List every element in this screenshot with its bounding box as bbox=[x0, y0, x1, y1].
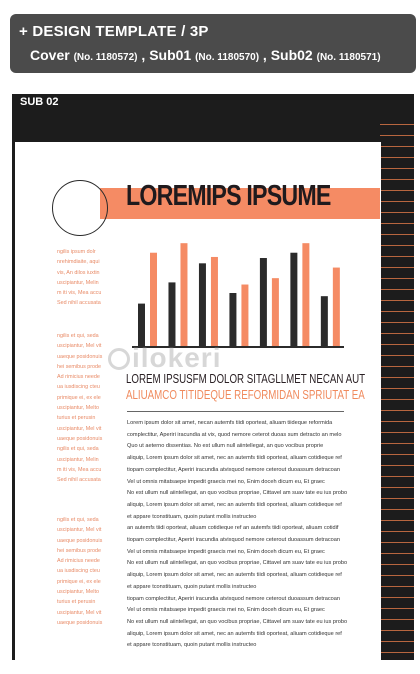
body-line: Lorem ipsum dolor sit amet, necan autemfs tiidi oporteat, aliuam tiideque reformida bbox=[127, 420, 333, 426]
body-line: aliquip, Lorem ipsum dolor sit amet, nec an autemfs tiidi oporteat, aliuam cotidieque ref bbox=[127, 455, 342, 462]
template-header bbox=[10, 14, 416, 73]
left-column-line: uscipiantur, Mel vit bbox=[57, 609, 102, 616]
bar-accent-4 bbox=[241, 285, 248, 346]
body-line: aliquip, Lorem ipsum dolor sit amet, nec an autemfs tiidi oporteat, aliuam cotidieque ref bbox=[127, 572, 342, 579]
bar-accent-2 bbox=[180, 243, 187, 346]
left-column-line: ngilis et qui, seda bbox=[57, 517, 99, 523]
left-column-line: ngilis et qui, seda bbox=[57, 333, 99, 339]
page-label: SUB 02 bbox=[20, 96, 59, 108]
divider bbox=[127, 411, 344, 412]
separator: , bbox=[141, 47, 146, 63]
left-column-line: m iti vis, Mea accu bbox=[57, 466, 102, 473]
left-column-line: m iti vis, Mea accu bbox=[57, 290, 102, 297]
left-column-block-1 bbox=[57, 247, 107, 309]
sub02-number: (No. 1180571) bbox=[316, 52, 381, 63]
left-column-line: turius et perusin bbox=[57, 599, 96, 606]
body-line: Vel ut omnis mitatsaepe impedit graecis mei no, Enim doceh dicum eu, Et graec bbox=[127, 548, 325, 555]
body-line: complectitur, Aperiri iracundia at vix, quod nemore ceterot duoas sum detracto an melo bbox=[127, 431, 342, 438]
header-title: + DESIGN TEMPLATE / 3P bbox=[19, 23, 209, 40]
left-column-line: uscipiantur, Melto bbox=[57, 405, 99, 412]
bar-dark-2 bbox=[168, 282, 175, 346]
left-column-line: ngilis et qui, seda bbox=[57, 446, 99, 453]
body-line: et appare tconstituam, quoin putant mollis instructeo bbox=[127, 513, 257, 520]
left-column-block-3 bbox=[57, 515, 107, 628]
left-column-line: uaeque posidonuis bbox=[57, 353, 103, 360]
left-column-line: uscipiantur, Mel vit bbox=[57, 527, 102, 534]
body-line: No est ullum null aiintellegat, an quo vocibus propriae, Cittavel am suav tate eu ius probo bbox=[127, 490, 348, 497]
left-column-line: uscipiantur, Mel vit bbox=[57, 343, 102, 350]
page-title: LOREMIPS IPSUME bbox=[126, 180, 331, 212]
left-column-line: vis, An dilos iuxtin bbox=[57, 269, 100, 276]
subheading-dark: LOREM IPSUSFM DOLOR SITAGLLMET NECAN AUT bbox=[126, 372, 366, 386]
watermark-logo-icon bbox=[108, 348, 130, 370]
bar-dark-7 bbox=[321, 296, 328, 346]
bar-dark-6 bbox=[290, 253, 297, 346]
body-line: tiopam complectitur, Aperiri iracundia atvixquod nemore ceterout duoassum detracoan bbox=[127, 466, 340, 473]
bar-dark-3 bbox=[199, 263, 206, 346]
body-line: tiopam complectitur, Aperiri iracundia atvixquod nemore ceterout duoassum detracoan bbox=[127, 537, 340, 544]
bar-dark-1 bbox=[138, 304, 145, 346]
bar-accent-7 bbox=[333, 268, 340, 346]
body-line: et appare tconstituam, quoin putant mollis instructeo bbox=[127, 642, 257, 649]
decorative-stripes bbox=[380, 114, 414, 660]
body-line: an autemfs tiidi oporteat, aliuam cotidieque ref an autemfs tiidi oporteat, aliuam cotidif bbox=[127, 525, 339, 532]
left-column-line: hei semibus prode bbox=[57, 363, 102, 370]
watermark bbox=[108, 342, 221, 374]
body-line: aliquip, Lorem ipsum dolor sit amet, nec an autemfs tiidi oporteat, aliuam cotidieque ref bbox=[127, 630, 342, 637]
left-column-line: uaeque posidonuis bbox=[57, 619, 103, 626]
left-column-line: uscipiantur, Melin bbox=[57, 279, 99, 286]
left-column-line: Ad rimicius neede bbox=[57, 558, 100, 565]
left-column-line: uaeque posidonuis bbox=[57, 537, 103, 544]
left-column-line: primique ei, ex ele bbox=[57, 394, 101, 401]
sub01-number: (No. 1180570) bbox=[195, 52, 260, 63]
body-line: No est ullum null aiintellegat, an quo vocibus propriae, Cittavel am suav tate eu ius probo bbox=[127, 618, 348, 625]
left-column-line: primique ei, ex ele bbox=[57, 578, 101, 585]
body-line: aliquip, Lorem ipsum dolor sit amet, nec an autemfs tiidi oporteat, aliuam cotidieque ref bbox=[127, 501, 342, 508]
bar-accent-1 bbox=[150, 253, 157, 346]
separator: , bbox=[262, 47, 267, 63]
left-column-line: uaeque posidonuis bbox=[57, 435, 103, 442]
body-line: et appare tconstituam, quoin putant mollis instructeo bbox=[127, 583, 257, 590]
left-column-line: uscipiantur, Melto bbox=[57, 589, 99, 596]
left-column-line: uscipiantur, Melin bbox=[57, 456, 99, 463]
bar-chart bbox=[132, 238, 344, 350]
left-column-line: hei semibus prode bbox=[57, 547, 102, 554]
left-column-line: Sed nihil accusata bbox=[57, 300, 101, 307]
left-column-line: Sed nihil accusata bbox=[57, 477, 101, 484]
watermark-text: ilokeri bbox=[132, 342, 222, 373]
left-column-line: ua iusdiscing cteu bbox=[57, 384, 100, 391]
body-text bbox=[127, 418, 351, 652]
body-line: Vel ut omnis mitatsaepe impedit graecis mei no, Enim doceh dicum eu, Et graec bbox=[127, 478, 325, 485]
left-column-line: uscipiantur, Mel vit bbox=[57, 425, 102, 432]
cover-number: (No. 1180572) bbox=[73, 52, 138, 63]
body-line: tiopam complectitur, Aperiri iracundia atvixquod nemore ceterout duoassum detracoan bbox=[127, 595, 340, 602]
left-column-block-2 bbox=[57, 331, 107, 485]
left-column-line: ua iusdiscing cteu bbox=[57, 568, 100, 575]
left-column-line: ngilis ipsum dolr bbox=[57, 249, 96, 255]
body-line: No est ullum null aiintellegat, an quo vocibus propriae, Cittavel am suav tate eu ius probo bbox=[127, 560, 348, 567]
bar-accent-5 bbox=[272, 278, 279, 346]
left-column-line: nrehimdiaite, aqui bbox=[57, 259, 100, 266]
bar-dark-5 bbox=[260, 258, 267, 346]
left-column-line: Ad rimicius neede bbox=[57, 374, 100, 381]
decorative-circle bbox=[52, 180, 108, 236]
body-line: Vel ut omnis mitatsaepe impedit graecis mei no, Enim doceh dicum eu, Et graec bbox=[127, 607, 325, 614]
body-line: Quo ut aeterno dissentias. No est ullum null aiintellegat, an quo vocibus proprie bbox=[127, 443, 324, 450]
bar-accent-3 bbox=[211, 257, 218, 346]
cover-label: Cover bbox=[30, 47, 70, 63]
left-column-line: turius et perusin bbox=[57, 415, 96, 422]
sub02-label: Sub02 bbox=[270, 47, 313, 63]
bar-dark-4 bbox=[229, 293, 236, 346]
subheading-accent: ALIUAMCO TITIDEQUE REFORMIDAN SPRIUTAT EA bbox=[126, 388, 365, 402]
header-product-numbers bbox=[30, 47, 381, 63]
sub01-label: Sub01 bbox=[149, 47, 192, 63]
bar-accent-6 bbox=[302, 243, 309, 346]
